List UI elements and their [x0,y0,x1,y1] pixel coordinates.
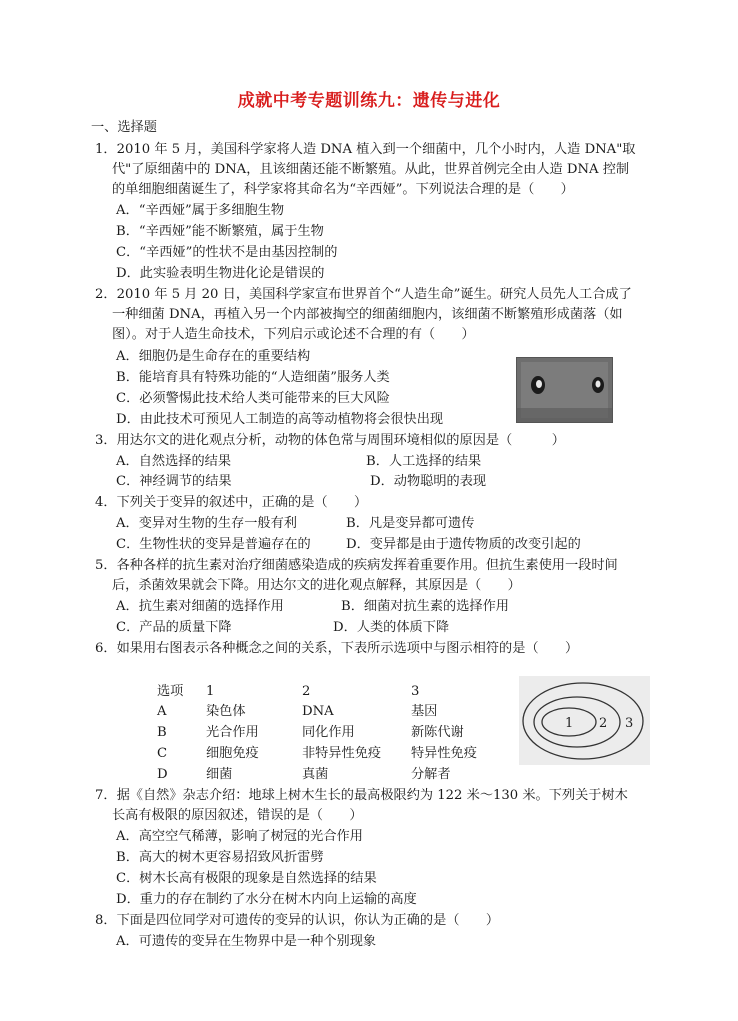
table-header-cell: 3 [411,684,420,699]
q4-option-b: B．凡是变异都可遗传 [346,516,475,531]
q5-option-d: D．人类的体质下降 [333,620,450,635]
diagram-label-3: 3 [625,716,634,731]
table-cell: 基因 [411,704,438,719]
q8-stem-line: 8．下面是四位同学对可遗传的变异的认识，你认为正确的是（ ） [95,913,500,928]
section-heading: 一、选择题 [91,120,157,135]
diagram-label-2: 2 [599,716,608,731]
q2-stem-line: 2．2010 年 5 月 20 日，美国科学家宣布世界首个“人造生命”诞生。研究人员先人工合成了 [95,287,632,302]
colony-photo-image [517,358,612,422]
q2-stem-line: 一种细菌 DNA，再植入另一个内部被掏空的细菌细胞内，该细菌不断繁殖形成菌落（如 [112,307,623,322]
q3-option-d: D．动物聪明的表现 [370,474,487,489]
table-cell: 特异性免疫 [411,746,477,761]
table-header-cell: 选项 [157,684,184,699]
nested-ellipses-diagram [519,676,650,765]
table-cell: B [157,725,167,740]
q2-option-b: B．能培育具有特殊功能的“人造细菌”服务人类 [116,370,390,385]
q4-stem-line: 4．下列关于变异的叙述中，正确的是（ ） [95,495,368,510]
q1-option-c: C．“辛西娅”的性状不是由基因控制的 [116,245,338,260]
q3-option-c: C．神经调节的结果 [116,474,232,489]
q5-stem-line: 后，杀菌效果就会下降。用达尔文的进化观点解释，其原因是（ ） [112,578,521,593]
table-cell: D [157,767,168,782]
q5-option-a: A．抗生素对细菌的选择作用 [116,599,284,614]
table-cell: A [157,704,167,719]
q4-option-a: A．变异对生物的生存一般有利 [116,516,297,531]
q2-option-c: C．必须警惕此技术给人类可能带来的巨大风险 [116,391,390,406]
table-cell: 染色体 [206,704,246,719]
table-cell: 光合作用 [206,725,259,740]
diagram-label-1: 1 [565,716,574,731]
bacteria-colony-photo [516,357,613,423]
q7-option-b: B．高大的树木更容易招致风折雷劈 [116,850,324,865]
page-title: 成就中考专题训练九：遗传与进化 [237,91,501,111]
q1-stem-line: 代"了原细菌中的 DNA，且该细菌还能不断繁殖。从此，世界首例完全由人造 DNA 控制 [112,162,630,177]
q3-stem-line: 3．用达尔文的进化观点分析，动物的体色常与周围环境相似的原因是（ ） [95,433,565,448]
q1-option-b: B．“辛西娅”能不断繁殖，属于生物 [116,224,324,239]
q4-option-c: C．生物性状的变异是普遍存在的 [116,537,311,552]
concept-relation-figure [519,676,650,765]
q7-option-a: A．高空空气稀薄，影响了树冠的光合作用 [116,829,363,844]
q4-option-d: D．变异都是由于遗传物质的改变引起的 [346,537,581,552]
q5-stem-line: 5．各种各样的抗生素对治疗细菌感染造成的疾病发挥着重要作用。但抗生素使用一段时间 [95,558,618,573]
table-cell: 分解者 [411,767,451,782]
q7-option-c: C．树木长高有极限的现象是自然选择的结果 [116,871,377,886]
table-cell: 真菌 [302,767,329,782]
table-cell: 同化作用 [302,725,355,740]
q7-stem-line: 7．据《自然》杂志介绍：地球上树木生长的最高极限约为 122 米～130 米。下列关于树木 [95,788,628,803]
table-cell: 非特异性免疫 [302,746,382,761]
q6-stem-line: 6．如果用右图表示各种概念之间的关系，下表所示选项中与图示相符的是（ ） [95,641,579,656]
q5-option-c: C．产品的质量下降 [116,620,232,635]
table-cell: 新陈代谢 [411,725,464,740]
q1-stem-line: 1．2010 年 5 月，美国科学家将人造 DNA 植入到一个细菌中，几个小时内，人造 DNA"取 [95,142,636,157]
table-cell: 细胞免疫 [206,746,259,761]
q3-option-b: B．人工选择的结果 [366,454,482,469]
q1-stem-line: 的单细胞细菌诞生了，科学家将其命名为“辛西娅”。下列说法合理的是（ ） [112,182,574,197]
table-cell: C [157,746,168,761]
q2-option-a: A．细胞仍是生命存在的重要结构 [116,349,311,364]
q8-option-a: A．可遗传的变异在生物界中是一种个别现象 [116,934,377,949]
q1-option-d: D．此实验表明生物进化论是错误的 [116,266,325,281]
q3-option-a: A．自然选择的结果 [116,454,232,469]
table-cell: 细菌 [206,767,233,782]
q7-option-d: D．重力的存在制约了水分在树木内向上运输的高度 [116,892,417,907]
table-header-cell: 2 [302,684,311,699]
q2-option-d: D．由此技术可预见人工制造的高等动植物将会很快出现 [116,412,444,427]
q7-stem-line: 长高有极限的原因叙述，错误的是（ ） [112,808,363,823]
q1-option-a: A．“辛西娅”属于多细胞生物 [116,203,285,218]
table-header-cell: 1 [206,684,215,699]
table-cell: DNA [302,704,334,719]
q5-option-b: B．细菌对抗生素的选择作用 [341,599,509,614]
q2-stem-line: 图）。对于人造生命技术，下列启示或论述不合理的有（ ） [112,327,475,342]
